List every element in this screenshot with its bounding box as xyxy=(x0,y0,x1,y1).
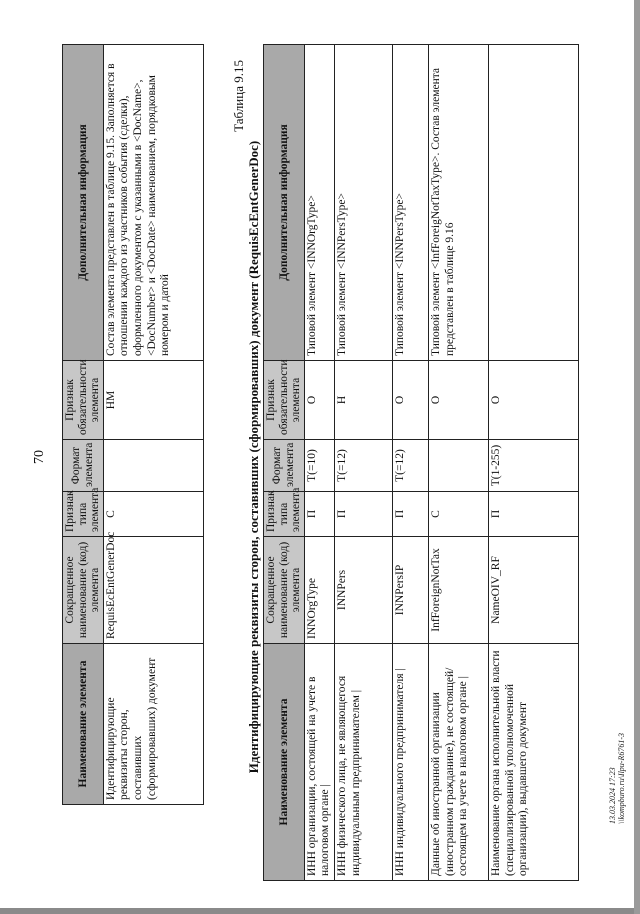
col-header: Признак типа элемента xyxy=(264,492,305,537)
table-label: Таблица 9.15 xyxy=(231,60,246,132)
table-cell: Типовой элемент <INNPersType> xyxy=(335,45,393,361)
table-cell xyxy=(489,45,579,361)
stamp-path: \\kompburo.ru\Ilpu-R6761-3 xyxy=(617,732,627,824)
table-cell xyxy=(103,440,203,492)
table-cell: INNOrgType xyxy=(304,537,334,644)
table-cell: Идентифицирующие реквизиты сторон, составивших (сформировавших) документ xyxy=(103,644,203,805)
table-cell: П xyxy=(489,492,579,537)
table-cell: С xyxy=(429,492,489,537)
table-cell: Типовой элемент <INNPersType> xyxy=(393,45,429,361)
col-header: Наименование элемента xyxy=(63,644,104,805)
table-cell: О xyxy=(489,361,579,440)
table-cell: Данные об иностранной организации (иностранном гражданине), не состоящей/состоящем на учете в налоговом органе | xyxy=(429,644,489,881)
table-cell: П xyxy=(304,492,334,537)
table-cell: С xyxy=(103,492,203,537)
table-cell: ИНН организации, состоящей на учете в налоговом органе | xyxy=(304,644,334,881)
table-cell: Типовой элемент <INNOrgType> xyxy=(304,45,334,361)
table-cell: ИНН индивидуального предпринимателя | xyxy=(393,644,429,881)
table-caption: Идентифицирующие реквизиты сторон, составивших (сформировавших) документ (RequisEcEntGenerDoc) xyxy=(246,140,261,774)
table-bottom xyxy=(263,44,579,881)
table-cell: InfForeignNotTax xyxy=(429,537,489,644)
table-top xyxy=(62,44,204,805)
page-number: 70 xyxy=(32,450,47,464)
table-row xyxy=(489,45,579,881)
table-cell: Наименование органа исполнительной власти (специализированной уполномоченной организации), выдавшего документ xyxy=(489,644,579,881)
table-cell xyxy=(429,440,489,492)
table-top-header xyxy=(63,45,104,805)
col-header: Признак обязательности элемента xyxy=(63,361,104,440)
table-cell: RequisEcEntGenerDoc xyxy=(103,537,203,644)
col-header: Сокращенное наименование (код) элемента xyxy=(63,537,104,644)
table-cell: ИНН физического лица, не являющегося индивидуальным предпринимателем | xyxy=(335,644,393,881)
table-cell: T(=12) xyxy=(335,440,393,492)
table-cell: О xyxy=(429,361,489,440)
table-cell: T(=10) xyxy=(304,440,334,492)
col-header: Сокращенное наименование (код) элемента xyxy=(264,537,305,644)
table-row xyxy=(103,45,203,805)
table-cell: П xyxy=(335,492,393,537)
table-cell: INNPersIP xyxy=(393,537,429,644)
col-header: Дополнительная информация xyxy=(63,45,104,361)
table-cell: T(=12) xyxy=(393,440,429,492)
print-stamp xyxy=(608,733,626,824)
scan-edge xyxy=(634,0,640,914)
table-cell: НМ xyxy=(103,361,203,440)
table-cell: Н xyxy=(335,361,393,440)
table-cell: П xyxy=(393,492,429,537)
table-cell: Типовой элемент <InfForeigNotTaxType>. Состав элемента представлен в таблице 9.16 xyxy=(429,45,489,361)
table-row xyxy=(429,45,489,881)
table-row xyxy=(304,45,334,881)
col-header: Дополнительная информация xyxy=(264,45,305,361)
table-cell: INNPers xyxy=(335,537,393,644)
table-cell: NameOIV_RF xyxy=(489,537,579,644)
col-header: Признак обязательности элемента xyxy=(264,361,305,440)
table-cell: Состав элемента представлен в таблице 9.15. Заполняется в отношении каждого из участников события (сделки), оформленного документом с указанными в <DocName>, <DocNumber> и <DocDate> наименованием, порядковым номером и датой xyxy=(103,45,203,361)
col-header: Формат элемента xyxy=(264,440,305,492)
table-row xyxy=(393,45,429,881)
col-header: Наименование элемента xyxy=(264,644,305,881)
table-cell: О xyxy=(304,361,334,440)
table-cell: О xyxy=(393,361,429,440)
table-cell: T(1-255) xyxy=(489,440,579,492)
table-row xyxy=(335,45,393,881)
stamp-date: 13.03.2024 17:23 xyxy=(608,767,617,824)
scan-edge xyxy=(0,908,640,914)
table-bottom-header xyxy=(264,45,305,881)
col-header: Признак типа элемента xyxy=(63,492,104,537)
col-header: Формат элемента xyxy=(63,440,104,492)
